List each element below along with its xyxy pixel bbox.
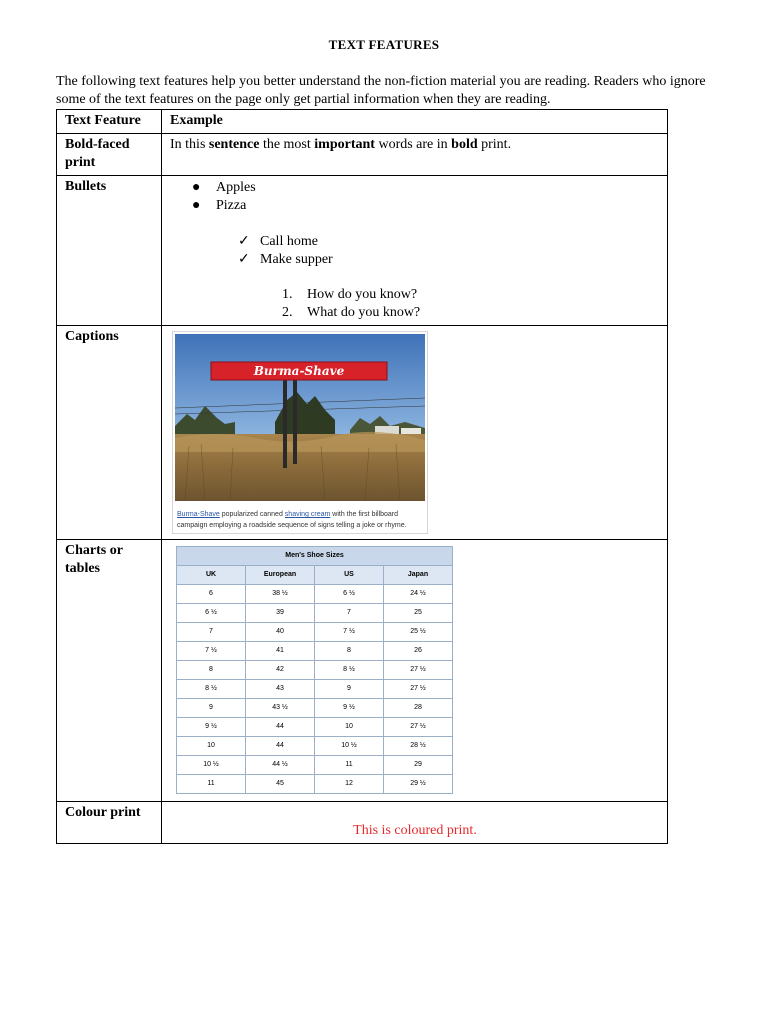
example-captions (162, 326, 668, 540)
bold-text-part: print. (477, 137, 512, 152)
table-cell: 9 ½ (315, 699, 384, 718)
bullet-dot-icon: ● (192, 198, 201, 213)
table-cell: 8 ½ (177, 680, 246, 699)
table-cell: 11 (315, 756, 384, 775)
coloured-print-example: This is coloured print. (353, 823, 477, 838)
table-row (177, 623, 453, 642)
billboard-sign-text: Burma-Shave (253, 364, 345, 378)
bold-word: sentence (208, 137, 260, 152)
shoe-table-title: Men's Shoe Sizes (177, 547, 453, 566)
table-cell: 44 (246, 718, 315, 737)
example-bullets (162, 176, 668, 326)
list-item (192, 179, 660, 197)
list-item (238, 251, 660, 269)
caption-text: with the first billboard campaign employing a roadside sequence of signs telling a joke or rhyme. (177, 511, 407, 529)
list-item-text: Pizza (216, 198, 247, 213)
page-title: TEXT FEATURES (328, 37, 440, 52)
example-bold-faced (162, 134, 668, 176)
table-cell: 44 (246, 737, 315, 756)
table-row (177, 661, 453, 680)
table-cell: 38 ½ (246, 585, 315, 604)
table-row (177, 585, 453, 604)
intro-paragraph: The following text features help you better understand the non-fiction material you are reading. Readers who ignore some of the text features on the page only get partial information when they are reading. (56, 74, 706, 107)
table-cell: 44 ½ (246, 756, 315, 775)
row-colour-print (57, 802, 668, 844)
table-cell: 29 (384, 756, 453, 775)
checkmark-icon: ✓ (238, 234, 250, 249)
text-features-table (56, 109, 668, 844)
bold-text-part: the most (259, 137, 315, 152)
example-charts (162, 540, 668, 802)
dot-bullet-list (170, 179, 660, 215)
table-cell: 7 ½ (315, 623, 384, 642)
table-row (177, 756, 453, 775)
table-cell: 12 (315, 775, 384, 794)
label-colour-print: Colour print (57, 802, 162, 844)
row-captions (57, 326, 668, 540)
row-charts (57, 540, 668, 802)
list-item-text: Call home (260, 234, 318, 249)
list-item-text: What do you know? (307, 305, 421, 320)
table-cell: 11 (177, 775, 246, 794)
list-item-text: Apples (216, 180, 256, 195)
bold-text-part: In this (170, 137, 209, 152)
label-bullets: Bullets (57, 176, 162, 326)
shoe-size-table (176, 546, 453, 794)
table-row (177, 680, 453, 699)
photo-caption (175, 507, 425, 531)
billboard-photo (175, 334, 425, 501)
table-row (177, 737, 453, 756)
table-cell: 6 ½ (315, 585, 384, 604)
table-cell: 43 ½ (246, 699, 315, 718)
table-cell: 10 ½ (177, 756, 246, 775)
shoe-column-header: European (246, 566, 315, 585)
table-cell: 8 (177, 661, 246, 680)
caption-link-burma-shave[interactable]: Burma-Shave (177, 511, 220, 518)
header-text-feature: Text Feature (57, 110, 162, 134)
table-cell: 27 ½ (384, 661, 453, 680)
table-cell: 39 (246, 604, 315, 623)
table-cell: 27 ½ (384, 718, 453, 737)
list-number: 1. (282, 287, 293, 302)
label-bold-faced: Bold-faced print (57, 134, 162, 176)
numbered-list (170, 286, 660, 322)
table-cell: 10 (315, 718, 384, 737)
table-cell: 40 (246, 623, 315, 642)
table-cell: 10 ½ (315, 737, 384, 756)
checkmark-list (170, 233, 660, 269)
table-header-row (57, 110, 668, 134)
table-cell: 6 ½ (177, 604, 246, 623)
label-captions: Captions (57, 326, 162, 540)
table-cell: 41 (246, 642, 315, 661)
shoe-column-header: Japan (384, 566, 453, 585)
list-number: 2. (282, 305, 293, 320)
table-row (177, 604, 453, 623)
table-cell: 10 (177, 737, 246, 756)
table-cell: 7 ½ (177, 642, 246, 661)
list-item (282, 304, 660, 322)
checkmark-icon: ✓ (238, 252, 250, 267)
bold-word: important (314, 137, 375, 152)
row-bullets (57, 176, 668, 326)
table-cell: 42 (246, 661, 315, 680)
table-cell: 25 ½ (384, 623, 453, 642)
example-colour-print (162, 802, 668, 844)
table-cell: 25 (384, 604, 453, 623)
header-example: Example (162, 110, 668, 134)
table-cell: 43 (246, 680, 315, 699)
table-cell: 26 (384, 642, 453, 661)
table-cell: 9 ½ (177, 718, 246, 737)
table-row (177, 718, 453, 737)
caption-text: popularized canned (219, 511, 285, 518)
table-cell: 27 ½ (384, 680, 453, 699)
table-cell: 28 ½ (384, 737, 453, 756)
shoe-column-header: UK (177, 566, 246, 585)
table-cell: 9 (315, 680, 384, 699)
shoe-column-header: US (315, 566, 384, 585)
caption-link-shaving-cream[interactable]: shaving cream (284, 511, 331, 518)
list-item-text: Make supper (260, 252, 333, 267)
label-charts: Charts or tables (57, 540, 162, 802)
table-cell: 8 (315, 642, 384, 661)
bold-word: bold (451, 137, 478, 152)
row-bold-faced (57, 134, 668, 176)
list-item (238, 233, 660, 251)
captioned-figure (172, 331, 428, 534)
list-item (282, 286, 660, 304)
table-cell: 29 ½ (384, 775, 453, 794)
table-row (177, 775, 453, 794)
table-cell: 7 (315, 604, 384, 623)
table-cell: 24 ½ (384, 585, 453, 604)
bullet-dot-icon: ● (192, 180, 201, 195)
table-row (177, 699, 453, 718)
table-cell: 28 (384, 699, 453, 718)
table-cell: 45 (246, 775, 315, 794)
table-row (177, 642, 453, 661)
table-cell: 6 (177, 585, 246, 604)
table-cell: 9 (177, 699, 246, 718)
bold-text-part: words are in (374, 137, 452, 152)
table-cell: 8 ½ (315, 661, 384, 680)
list-item-text: How do you know? (307, 287, 418, 302)
list-item (192, 197, 660, 215)
table-cell: 7 (177, 623, 246, 642)
